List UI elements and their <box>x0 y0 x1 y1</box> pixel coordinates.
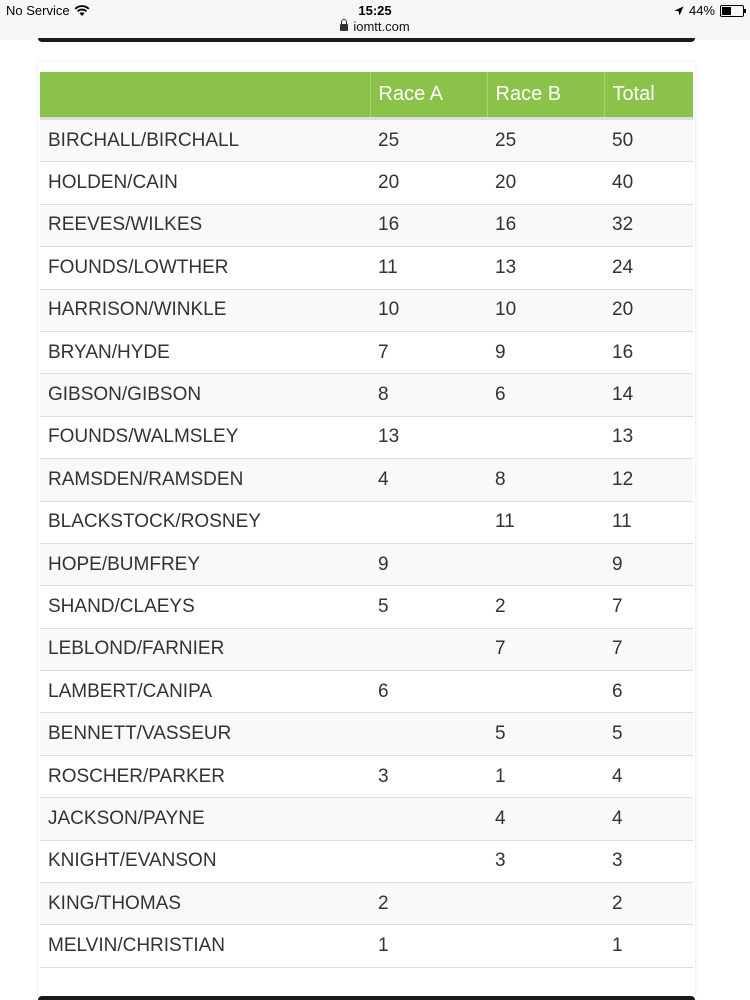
cell-race-a: 8 <box>370 374 487 416</box>
header-race-b: Race B <box>487 72 604 119</box>
cell-name: BRYAN/HYDE <box>40 331 370 373</box>
cell-race-a: 5 <box>370 586 487 628</box>
cell-total: 7 <box>604 586 693 628</box>
standings-table <box>40 72 693 968</box>
cell-race-b: 10 <box>487 289 604 331</box>
cell-race-a <box>370 798 487 840</box>
cell-race-a: 4 <box>370 459 487 501</box>
battery-percent: 44% <box>688 3 715 18</box>
cell-race-b: 9 <box>487 331 604 373</box>
cell-race-b: 3 <box>487 840 604 882</box>
cell-name: LAMBERT/CANIPA <box>40 671 370 713</box>
table-row <box>40 883 693 925</box>
table-row <box>40 755 693 797</box>
cell-name: LEBLOND/FARNIER <box>40 628 370 670</box>
url-text: iomtt.com <box>353 19 410 34</box>
cell-total: 11 <box>604 501 693 543</box>
cell-race-b: 4 <box>487 798 604 840</box>
cell-race-b: 25 <box>487 119 604 162</box>
cell-name: JACKSON/PAYNE <box>40 798 370 840</box>
header-race-a: Race A <box>370 72 487 119</box>
table-row <box>40 162 693 204</box>
carrier-label: No Service <box>6 3 70 18</box>
table-header-row <box>40 72 693 119</box>
cell-name: FOUNDS/WALMSLEY <box>40 416 370 458</box>
table-row <box>40 331 693 373</box>
table-row <box>40 798 693 840</box>
cell-race-a: 16 <box>370 204 487 246</box>
cell-race-b: 8 <box>487 459 604 501</box>
table-body <box>40 119 693 968</box>
table-row <box>40 459 693 501</box>
address-bar[interactable] <box>0 19 750 34</box>
location-arrow-icon <box>674 6 684 16</box>
cell-race-a: 10 <box>370 289 487 331</box>
cell-race-b: 1 <box>487 755 604 797</box>
standings-card <box>38 62 695 998</box>
lock-icon <box>340 24 348 31</box>
cell-race-b: 16 <box>487 204 604 246</box>
cell-race-b: 6 <box>487 374 604 416</box>
cell-race-b <box>487 416 604 458</box>
cell-name: GIBSON/GIBSON <box>40 374 370 416</box>
table-row <box>40 416 693 458</box>
status-right <box>674 3 744 18</box>
cell-name: SHAND/CLAEYS <box>40 586 370 628</box>
cell-name: KNIGHT/EVANSON <box>40 840 370 882</box>
cell-name: ROSCHER/PARKER <box>40 755 370 797</box>
cell-race-a: 3 <box>370 755 487 797</box>
cell-race-a <box>370 713 487 755</box>
cell-race-a <box>370 840 487 882</box>
cell-race-a: 6 <box>370 671 487 713</box>
cell-total: 1 <box>604 925 693 967</box>
cell-race-a <box>370 628 487 670</box>
cell-name: RAMSDEN/RAMSDEN <box>40 459 370 501</box>
cell-race-a: 1 <box>370 925 487 967</box>
cell-total: 6 <box>604 671 693 713</box>
table-row <box>40 374 693 416</box>
page-divider-bottom <box>38 996 695 1000</box>
table-row <box>40 925 693 967</box>
table-row <box>40 247 693 289</box>
cell-race-a: 25 <box>370 119 487 162</box>
cell-race-a: 9 <box>370 543 487 585</box>
table-row <box>40 204 693 246</box>
cell-total: 7 <box>604 628 693 670</box>
cell-name: BIRCHALL/BIRCHALL <box>40 119 370 162</box>
cell-total: 5 <box>604 713 693 755</box>
cell-race-b: 2 <box>487 586 604 628</box>
cell-total: 24 <box>604 247 693 289</box>
cell-race-a: 7 <box>370 331 487 373</box>
cell-total: 20 <box>604 289 693 331</box>
cell-name: HOLDEN/CAIN <box>40 162 370 204</box>
battery-icon <box>720 5 744 17</box>
table-row <box>40 543 693 585</box>
cell-name: FOUNDS/LOWTHER <box>40 247 370 289</box>
table-row <box>40 713 693 755</box>
cell-name: HOPE/BUMFREY <box>40 543 370 585</box>
cell-name: MELVIN/CHRISTIAN <box>40 925 370 967</box>
clock: 15:25 <box>358 3 392 18</box>
cell-race-b: 13 <box>487 247 604 289</box>
table-row <box>40 289 693 331</box>
cell-name: HARRISON/WINKLE <box>40 289 370 331</box>
cell-total: 13 <box>604 416 693 458</box>
header-name <box>40 72 370 119</box>
cell-name: BLACKSTOCK/ROSNEY <box>40 501 370 543</box>
page-divider-top <box>38 38 695 42</box>
cell-race-a: 20 <box>370 162 487 204</box>
cell-total: 32 <box>604 204 693 246</box>
table-row <box>40 840 693 882</box>
cell-race-a: 11 <box>370 247 487 289</box>
cell-race-a: 13 <box>370 416 487 458</box>
cell-race-b <box>487 883 604 925</box>
cell-total: 4 <box>604 798 693 840</box>
cell-race-b: 5 <box>487 713 604 755</box>
cell-total: 16 <box>604 331 693 373</box>
cell-race-b: 20 <box>487 162 604 204</box>
cell-total: 40 <box>604 162 693 204</box>
cell-name: BENNETT/VASSEUR <box>40 713 370 755</box>
cell-total: 3 <box>604 840 693 882</box>
cell-total: 12 <box>604 459 693 501</box>
cell-total: 2 <box>604 883 693 925</box>
cell-total: 9 <box>604 543 693 585</box>
table-row <box>40 671 693 713</box>
cell-name: KING/THOMAS <box>40 883 370 925</box>
cell-total: 50 <box>604 119 693 162</box>
cell-race-b <box>487 925 604 967</box>
cell-race-b: 7 <box>487 628 604 670</box>
cell-total: 14 <box>604 374 693 416</box>
cell-name: REEVES/WILKES <box>40 204 370 246</box>
header-total: Total <box>604 72 693 119</box>
table-row <box>40 119 693 162</box>
cell-race-b <box>487 543 604 585</box>
cell-race-b: 11 <box>487 501 604 543</box>
cell-total: 4 <box>604 755 693 797</box>
cell-race-a <box>370 501 487 543</box>
cell-race-b <box>487 671 604 713</box>
table-row <box>40 628 693 670</box>
status-bar <box>0 0 750 40</box>
table-row <box>40 586 693 628</box>
table-row <box>40 501 693 543</box>
cell-race-a: 2 <box>370 883 487 925</box>
